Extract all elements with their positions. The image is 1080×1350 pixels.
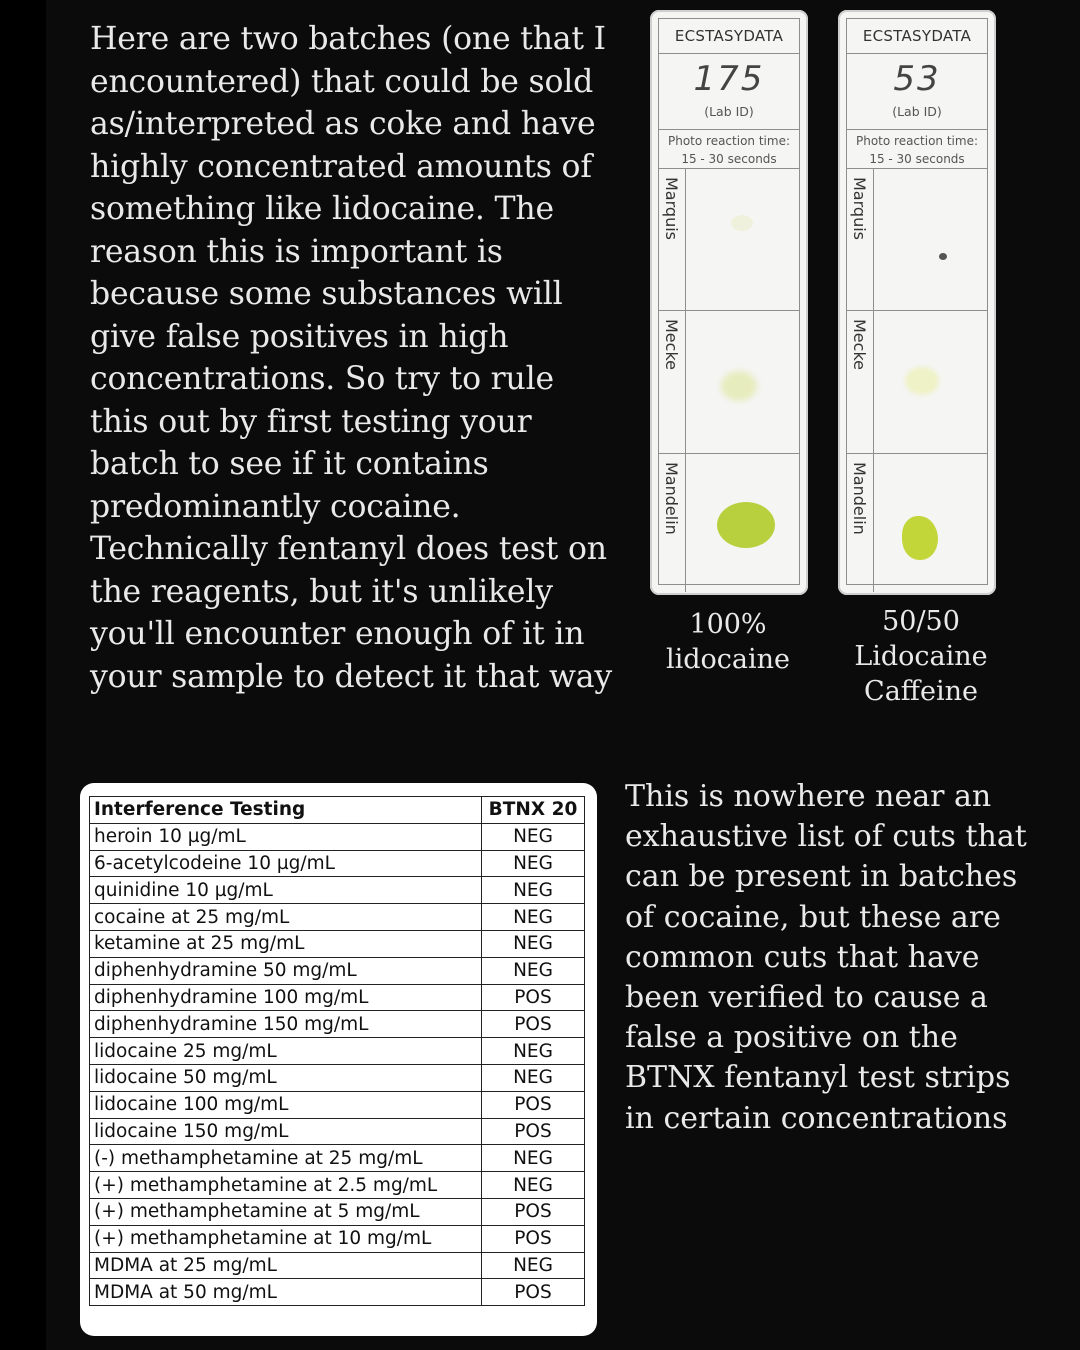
table-row — [90, 957, 585, 984]
lab-id-box — [659, 55, 799, 133]
mandelin-spot — [902, 516, 938, 560]
caption-line: Lidocaine — [854, 641, 988, 672]
reagent-row-mecke — [847, 311, 987, 454]
card-frame — [846, 18, 988, 585]
caption-line: 100% — [689, 609, 767, 640]
reagent-label: Mandelin — [662, 462, 681, 535]
table-row — [90, 823, 585, 850]
reagent-grid — [659, 169, 799, 584]
table-row — [90, 1225, 585, 1252]
table-header-row — [90, 797, 585, 824]
result-cell: NEG — [482, 1064, 585, 1091]
result-cell: NEG — [482, 904, 585, 931]
table-row — [90, 1118, 585, 1145]
substance-cell: cocaine at 25 mg/mL — [90, 904, 482, 931]
mandelin-spot — [717, 502, 775, 548]
result-cell: NEG — [482, 823, 585, 850]
reagent-row-mandelin — [847, 454, 987, 592]
result-cell: POS — [482, 1198, 585, 1225]
substance-cell: diphenhydramine 50 mg/mL — [90, 957, 482, 984]
substance-cell: lidocaine 150 mg/mL — [90, 1118, 482, 1145]
marquis-spot — [731, 215, 753, 231]
lab-id-handwritten: 53 — [893, 59, 941, 99]
result-cell: NEG — [482, 1145, 585, 1172]
reaction-time-value: 15 - 30 seconds — [681, 152, 777, 166]
card-brand: ECSTASYDATA — [659, 19, 799, 54]
substance-cell: ketamine at 25 mg/mL — [90, 930, 482, 957]
reagent-label: Mecke — [850, 319, 869, 370]
table-row — [90, 1011, 585, 1038]
substance-cell: (+) methamphetamine at 2.5 mg/mL — [90, 1172, 482, 1199]
interference-testing-table — [89, 796, 585, 1306]
result-cell: POS — [482, 1091, 585, 1118]
reagent-row-mandelin — [659, 454, 799, 592]
result-cell: NEG — [482, 957, 585, 984]
reaction-time-value: 15 - 30 seconds — [869, 152, 965, 166]
substance-cell: (-) methamphetamine at 25 mg/mL — [90, 1145, 482, 1172]
result-cell: POS — [482, 1279, 585, 1306]
reaction-time-label: Photo reaction time: — [667, 134, 790, 148]
table-row — [90, 1252, 585, 1279]
reaction-time — [659, 129, 799, 169]
caption-line: 50/50 — [882, 606, 960, 637]
result-cell: NEG — [482, 850, 585, 877]
marquis-speck — [939, 253, 947, 260]
lab-id-handwritten: 175 — [693, 59, 765, 99]
reagent-row-mecke — [659, 311, 799, 454]
table-row — [90, 1064, 585, 1091]
caption-line: lidocaine — [665, 644, 791, 675]
result-cell: NEG — [482, 930, 585, 957]
lab-id-label: (Lab ID) — [704, 104, 754, 119]
result-cell: NEG — [482, 1252, 585, 1279]
mecke-spot — [905, 367, 939, 395]
substance-cell: heroin 10 µg/mL — [90, 823, 482, 850]
caption-line: Caffeine — [864, 676, 978, 707]
reaction-time — [847, 129, 987, 169]
table-row — [90, 904, 585, 931]
reaction-time-label: Photo reaction time: — [855, 134, 978, 148]
substance-cell: lidocaine 25 mg/mL — [90, 1038, 482, 1065]
table-row — [90, 984, 585, 1011]
outro-paragraph: This is nowhere near an exhaustive list of cuts that can be present in batches of cocaine, but these are common cuts that have been verified to cause a false a positive on the BTNX fentanyl test strips in certain concentrations — [625, 779, 1027, 1136]
table-row — [90, 1172, 585, 1199]
lab-id-box — [847, 55, 987, 133]
reagent-label: Marquis — [850, 177, 869, 240]
table-row — [90, 877, 585, 904]
result-cell: POS — [482, 1225, 585, 1252]
reagent-label: Mecke — [662, 319, 681, 370]
result-cell: POS — [482, 1011, 585, 1038]
header-substance: Interference Testing — [90, 797, 482, 824]
reagent-row-marquis — [659, 169, 799, 311]
reagent-grid — [847, 169, 987, 584]
header-result: BTNX 20 — [482, 797, 585, 824]
result-cell: NEG — [482, 1038, 585, 1065]
substance-cell: diphenhydramine 150 mg/mL — [90, 1011, 482, 1038]
result-cell: NEG — [482, 877, 585, 904]
intro-paragraph: Here are two batches (one that I encountered) that could be sold as/interpreted as coke and have highly concentrated amounts of something like lidocaine. The reason this is important is because some substances will give false positives in high concentrations. So try to rule this out by first testing your batch to see if it contains predominantly cocaine. Technically fentanyl does test on the reagents, but it's unlikely you'll encounter enough of it in your sample to detect it that way — [90, 21, 612, 695]
substance-cell: (+) methamphetamine at 10 mg/mL — [90, 1225, 482, 1252]
table-row — [90, 1145, 585, 1172]
table-row — [90, 850, 585, 877]
reagent-row-marquis — [847, 169, 987, 311]
substance-cell: MDMA at 50 mg/mL — [90, 1279, 482, 1306]
substance-cell: 6-acetylcodeine 10 µg/mL — [90, 850, 482, 877]
result-cell: NEG — [482, 1172, 585, 1199]
lab-id-label: (Lab ID) — [892, 104, 942, 119]
substance-cell: quinidine 10 µg/mL — [90, 877, 482, 904]
substance-cell: diphenhydramine 100 mg/mL — [90, 984, 482, 1011]
substance-cell: lidocaine 100 mg/mL — [90, 1091, 482, 1118]
reagent-label: Marquis — [662, 177, 681, 240]
reagent-test-card-lidocaine — [650, 10, 808, 595]
card-frame — [658, 18, 800, 585]
table-row — [90, 1038, 585, 1065]
interference-table-card — [80, 783, 597, 1336]
caption-card-1 — [648, 607, 808, 677]
result-cell: POS — [482, 984, 585, 1011]
table-body — [90, 823, 585, 1305]
result-cell: POS — [482, 1118, 585, 1145]
substance-cell: (+) methamphetamine at 5 mg/mL — [90, 1198, 482, 1225]
mecke-spot — [721, 371, 757, 401]
substance-cell: MDMA at 25 mg/mL — [90, 1252, 482, 1279]
reagent-test-card-lidocaine-caffeine — [838, 10, 996, 595]
caption-card-2 — [840, 604, 1002, 709]
card-brand: ECSTASYDATA — [847, 19, 987, 54]
table-row — [90, 930, 585, 957]
table-row — [90, 1198, 585, 1225]
table-row — [90, 1091, 585, 1118]
substance-cell: lidocaine 50 mg/mL — [90, 1064, 482, 1091]
table-row — [90, 1279, 585, 1306]
reagent-label: Mandelin — [850, 462, 869, 535]
